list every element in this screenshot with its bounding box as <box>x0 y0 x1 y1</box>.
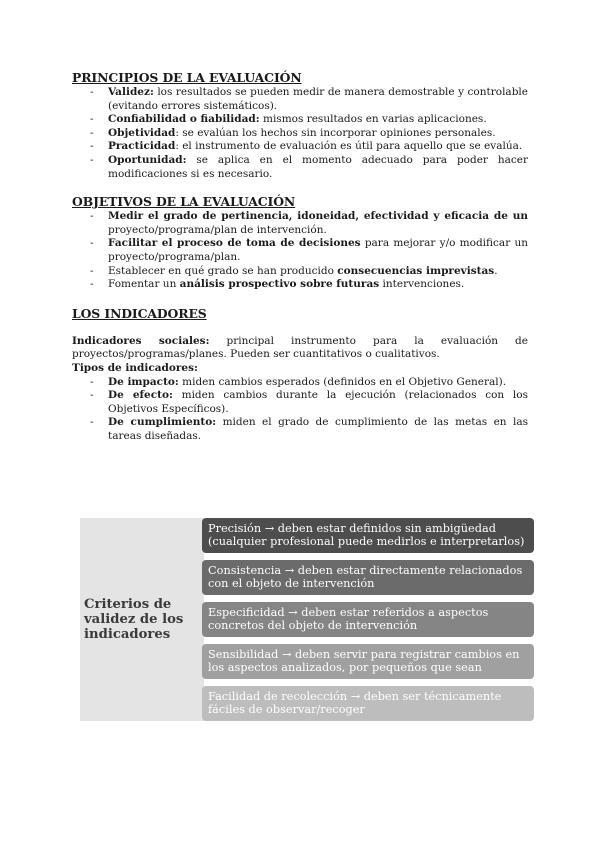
criterion-precision: Precisión → deben estar definidos sin ambigüedad (cualquier profesional puede medirlos e interpretarlos) <box>202 518 534 553</box>
criterion-facilidad: Facilidad de recolección → deben ser técnicamente fáciles de observar/recoger <box>202 686 534 721</box>
list-item: - Establecer en qué grado se han producido consecuencias imprevistas. <box>90 264 498 277</box>
indicator-types-label: Tipos de indicadores: <box>72 361 198 374</box>
indicator-types-list <box>72 376 528 444</box>
section-title-objetivos: OBJETIVOS DE LA EVALUACIÓN <box>72 194 296 210</box>
objectives-list <box>72 210 528 292</box>
document-page <box>72 70 528 443</box>
indicators-intro: Indicadores sociales: principal instrumento para la evaluación de proyectos/programas/planes. Pueden ser cuantitativos o cualitativos. <box>72 334 528 361</box>
list-item: - De efecto: miden cambios durante la ejecución (relacionados con los Objetivos Específicos). <box>90 389 528 415</box>
principles-list <box>72 86 528 181</box>
diagram-title: Criterios de validez de los indicadores <box>84 597 184 642</box>
criterion-especificidad: Especificidad → deben estar referidos a aspectos concretos del objeto de intervención <box>202 602 534 637</box>
list-item: - Medir el grado de pertinencia, idoneidad, efectividad y eficacia de un proyecto/programa/plan de intervención. <box>90 210 528 236</box>
list-item: - De cumplimiento: miden el grado de cumplimiento de las metas en las tareas diseñadas. <box>90 416 528 442</box>
section-title-indicadores: LOS INDICADORES <box>72 305 207 321</box>
criterion-sensibilidad: Sensibilidad → deben servir para registrar cambios en los aspectos analizados, por pequeños que sean <box>202 644 534 679</box>
list-item: - Facilitar el proceso de toma de decisiones para mejorar y/o modificar un proyecto/programa/plan. <box>90 237 528 263</box>
list-item: - Oportunidad: se aplica en el momento adecuado para poder hacer modificaciones si es necesario. <box>90 153 528 180</box>
criteria-diagram <box>80 518 534 721</box>
list-item: - Fomentar un análisis prospectivo sobre futuras intervenciones. <box>90 278 465 291</box>
list-item: - Validez: los resultados se pueden medir de manera demostrable y controlable (evitando errores sistemáticos). <box>90 86 528 112</box>
list-item: - Practicidad: el instrumento de evaluación es útil para aquello que se evalúa. <box>90 140 523 153</box>
list-item: - Confiabilidad o fiabilidad: mismos resultados en varias aplicaciones. <box>90 113 487 126</box>
list-item: - Objetividad: se evalúan los hechos sin incorporar opiniones personales. <box>90 126 496 139</box>
criterion-consistencia: Consistencia → deben estar directamente relacionados con el objeto de intervención <box>202 560 534 595</box>
section-title-principios: PRINCIPIOS DE LA EVALUACIÓN <box>72 70 302 85</box>
diagram-title-box <box>80 518 204 721</box>
list-item: - De impacto: miden cambios esperados (definidos en el Objetivo General). <box>90 375 507 388</box>
